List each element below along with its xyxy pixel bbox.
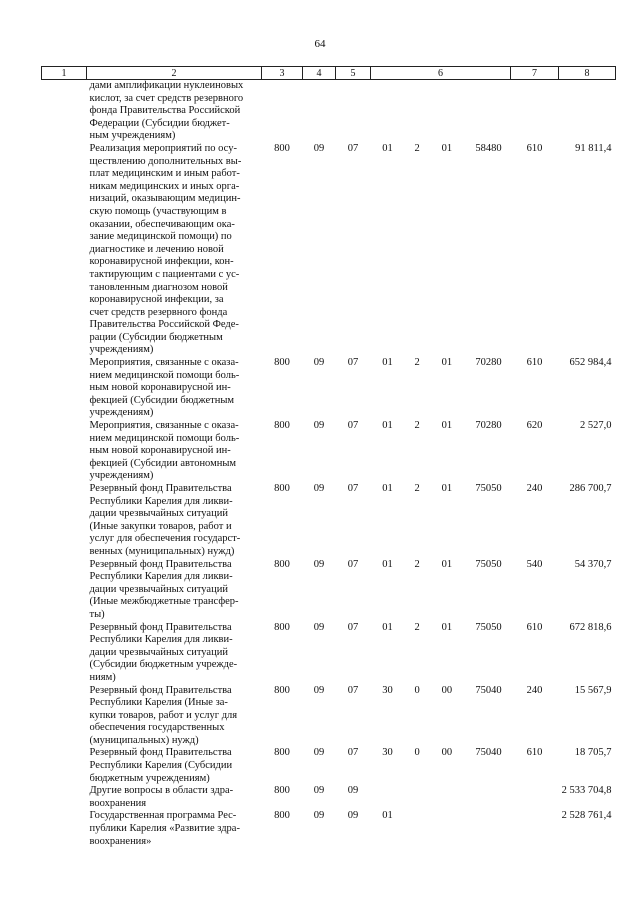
- item-name-cell: [87, 785, 262, 810]
- item-name-line: Реализация мероприятий по осу-: [89, 142, 237, 154]
- column-header: 4: [303, 67, 336, 80]
- target-article-cell: [371, 357, 511, 420]
- amount-cell: 652 984,4: [569, 357, 612, 369]
- subsection-code-cell: 09: [347, 785, 359, 797]
- target-article-part: 30: [382, 747, 393, 759]
- amount-cell: [559, 80, 616, 143]
- item-name-line: Правительства Российской Феде-: [89, 319, 239, 331]
- item-name-line: ным новой коронавирусной ин-: [89, 445, 231, 457]
- item-name-cell: [87, 622, 262, 685]
- amount-cell: 2 528 761,4: [561, 810, 612, 822]
- amount-cell: 672 818,6: [569, 621, 612, 633]
- budget-table: [41, 66, 616, 848]
- item-name-line: обеспечения государственных: [89, 722, 225, 734]
- target-article-part: [438, 810, 456, 823]
- ministry-code-cell: 800: [274, 483, 290, 494]
- target-article-part: 01: [382, 810, 393, 822]
- subsection-code-cell: [336, 80, 371, 143]
- item-name-line: низаций, оказывающим медицин-: [89, 193, 241, 205]
- target-article-part: 0: [414, 684, 420, 696]
- item-name-line: Резервный фонд Правительства: [89, 747, 232, 759]
- target-article-part: 2: [414, 621, 420, 633]
- target-article-cell: [371, 483, 511, 559]
- expense-type-cell: [511, 80, 559, 143]
- column-header: 1: [42, 67, 87, 80]
- item-name-line: купки товаров, работ и услуг для: [89, 709, 238, 721]
- target-article-part: 01: [441, 142, 453, 154]
- ministry-code-cell: 800: [274, 558, 290, 570]
- table-row: [42, 810, 616, 848]
- item-name-cell: [87, 810, 262, 848]
- section-code-cell: 09: [313, 357, 325, 369]
- item-name-line: воохранения»: [89, 835, 152, 847]
- item-name-line: Республики Карелия (Субсидии: [89, 760, 233, 772]
- item-name-line: Федерации (Субсидии бюджет-: [89, 117, 230, 129]
- table-row: [42, 80, 616, 143]
- table-row: [42, 685, 616, 748]
- amount-cell: 54 370,7: [574, 558, 612, 570]
- column-header: 3: [262, 67, 303, 80]
- subsection-code-cell: 07: [347, 142, 359, 154]
- item-name-line: публики Карелия «Развитие здра-: [89, 823, 240, 835]
- item-name-line: (муниципальных) нужд): [89, 734, 199, 746]
- row-number-cell: [42, 747, 87, 785]
- subsection-code-cell: 07: [347, 621, 359, 633]
- amount-cell: 2 533 704,8: [561, 785, 612, 797]
- ministry-code-cell: 800: [274, 420, 290, 432]
- item-name-line: дации чрезвычайных ситуаций: [89, 646, 228, 658]
- item-name-line: воохранения: [89, 797, 147, 809]
- item-name-line: коронавирусной инфекции, за: [89, 294, 224, 306]
- expense-type-cell: 240: [526, 684, 543, 696]
- item-name-line: кислот, за счет средств резервного: [89, 92, 244, 104]
- table-row: [42, 559, 616, 622]
- row-number-cell: [42, 357, 87, 420]
- section-code-cell: 09: [313, 420, 325, 432]
- target-article-part: 2: [414, 558, 420, 570]
- target-article-part: [471, 810, 505, 823]
- item-name-line: нием медицинской помощи боль-: [89, 432, 240, 444]
- target-article-part: 01: [382, 621, 393, 633]
- target-article-part: 00: [441, 747, 453, 759]
- item-name-line: оказании, обеспечивающим ока-: [89, 218, 235, 230]
- target-article-cell: [371, 420, 511, 483]
- item-name-line: дации чрезвычайных ситуаций: [89, 583, 228, 595]
- item-name-line: коронавирусной инфекции, кон-: [89, 256, 234, 268]
- row-number-cell: [42, 80, 87, 143]
- expense-type-cell: 240: [526, 483, 543, 494]
- table-row: [42, 143, 616, 357]
- item-name-line: диагностике и лечению новой: [89, 243, 224, 255]
- item-name-line: фекцией (Субсидии бюджетным: [89, 394, 235, 406]
- item-name-cell: [87, 483, 262, 559]
- ministry-code-cell: 800: [274, 142, 290, 154]
- target-article-cell: [371, 622, 511, 685]
- item-name-cell: [87, 80, 262, 143]
- item-name-line: счет средств резервного фонда: [89, 306, 228, 318]
- target-article-part: 01: [441, 357, 453, 369]
- row-number-cell: [42, 622, 87, 685]
- target-article-part: 01: [441, 558, 453, 570]
- target-article-part: 01: [382, 483, 393, 494]
- item-name-line: Резервный фонд Правительства: [89, 621, 232, 633]
- ministry-code-cell: [262, 80, 303, 143]
- row-number-cell: [42, 483, 87, 559]
- subsection-code-cell: 07: [347, 747, 359, 759]
- target-article-cell: [371, 80, 511, 143]
- item-name-line: ным учреждениям): [89, 130, 176, 142]
- item-name-cell: [87, 357, 262, 420]
- expense-type-cell: 610: [526, 747, 543, 759]
- amount-cell: 91 811,4: [575, 142, 612, 154]
- ministry-code-cell: 800: [274, 810, 290, 822]
- target-article-cell: [371, 785, 511, 810]
- section-code-cell: 09: [313, 684, 325, 696]
- target-article-part: 00: [441, 684, 453, 696]
- item-name-cell: [87, 559, 262, 622]
- target-article-part: 01: [441, 483, 453, 494]
- expense-type-cell: 610: [526, 142, 543, 154]
- item-name-line: ты): [89, 608, 105, 620]
- target-article-part: 01: [441, 621, 453, 633]
- target-article-part: 01: [382, 420, 393, 432]
- item-name-line: Республики Карелия для ликви-: [89, 495, 233, 507]
- item-name-line: скую помощь (участвующим в: [89, 205, 227, 217]
- item-name-cell: [87, 143, 262, 357]
- item-name-line: плат медицинским и иным работ-: [89, 168, 240, 180]
- item-name-line: Резервный фонд Правительства: [89, 483, 232, 494]
- item-name-line: ществлению дополнительных вы-: [89, 155, 242, 167]
- item-name-line: учреждениям): [89, 407, 154, 419]
- column-header: 2: [87, 67, 262, 80]
- ministry-code-cell: 800: [274, 357, 290, 369]
- item-name-line: (Иные межбюджетные трансфер-: [89, 596, 239, 608]
- row-number-cell: [42, 685, 87, 748]
- subsection-code-cell: 07: [347, 357, 359, 369]
- item-name-line: Резервный фонд Правительства: [89, 558, 232, 570]
- target-article-part: 2: [414, 142, 420, 154]
- column-header: 5: [336, 67, 371, 80]
- amount-cell: 2 527,0: [580, 420, 612, 432]
- item-name-line: Республики Карелия (Иные за-: [89, 697, 228, 709]
- row-number-cell: [42, 810, 87, 848]
- section-code-cell: 09: [313, 142, 325, 154]
- target-article-part: 58480: [475, 142, 502, 154]
- expense-type-cell: [511, 785, 559, 810]
- subsection-code-cell: 07: [347, 483, 359, 494]
- item-name-line: никам медицинских и иных орга-: [89, 180, 240, 192]
- target-article-part: 01: [441, 420, 453, 432]
- target-article-cell: [371, 559, 511, 622]
- item-name-line: Мероприятия, связанные с оказа-: [89, 420, 239, 432]
- target-article-part: 01: [382, 558, 393, 570]
- target-article-cell: [371, 685, 511, 748]
- section-code-cell: 09: [313, 810, 325, 822]
- table-row: [42, 747, 616, 785]
- row-number-cell: [42, 559, 87, 622]
- item-name-cell: [87, 685, 262, 748]
- target-article-part: [412, 810, 422, 823]
- item-name-line: Резервный фонд Правительства: [89, 684, 232, 696]
- page-number: 64: [314, 38, 326, 50]
- item-name-line: Республики Карелия для ликви-: [89, 571, 233, 583]
- column-header: 6: [371, 67, 511, 80]
- target-article-part: 01: [382, 142, 393, 154]
- item-name-line: дации чрезвычайных ситуаций: [89, 508, 228, 520]
- subsection-code-cell: 09: [347, 810, 359, 822]
- target-article-part: 70280: [475, 357, 502, 369]
- section-code-cell: 09: [313, 785, 325, 797]
- item-name-line: бюджетным учреждениям): [89, 772, 210, 784]
- item-name-line: тановленным диагнозом новой: [89, 281, 228, 293]
- target-article-cell: [371, 143, 511, 357]
- item-name-line: Республики Карелия для ликви-: [89, 634, 233, 646]
- target-article-part: 2: [414, 483, 420, 494]
- target-article-cell: [371, 747, 511, 785]
- table-row: [42, 357, 616, 420]
- target-article-part: 30: [382, 684, 393, 696]
- target-article-part: 75050: [475, 483, 502, 494]
- item-name-line: услуг для обеспечения государст-: [89, 533, 241, 545]
- subsection-code-cell: 07: [347, 420, 359, 432]
- row-number-cell: [42, 420, 87, 483]
- subsection-code-cell: 07: [347, 684, 359, 696]
- target-article-part: 70280: [475, 420, 502, 432]
- target-article-part: 75050: [475, 558, 502, 570]
- table-row: [42, 420, 616, 483]
- item-name-line: фонда Правительства Российской: [89, 105, 241, 117]
- section-code-cell: 09: [313, 747, 325, 759]
- section-code-cell: 09: [313, 621, 325, 633]
- ministry-code-cell: 800: [274, 785, 290, 797]
- item-name-line: ным новой коронавирусной ин-: [89, 382, 231, 394]
- item-name-line: дами амплификации нуклеиновых: [89, 80, 244, 91]
- item-name-line: учреждениям): [89, 344, 154, 356]
- column-header-row: [42, 67, 616, 80]
- item-name-line: (Субсидии бюджетным учрежде-: [89, 659, 238, 671]
- column-header: 8: [559, 67, 616, 80]
- amount-cell: 286 700,7: [569, 483, 612, 494]
- ministry-code-cell: 800: [274, 747, 290, 759]
- item-name-cell: [87, 747, 262, 785]
- row-number-cell: [42, 143, 87, 357]
- section-code-cell: [303, 80, 336, 143]
- subsection-code-cell: 07: [347, 558, 359, 570]
- item-name-line: учреждениям): [89, 470, 154, 482]
- item-name-line: венных (муниципальных) нужд): [89, 545, 235, 557]
- item-name-line: Другие вопросы в области здра-: [89, 785, 234, 797]
- amount-cell: 15 567,9: [574, 684, 612, 696]
- column-header: 7: [511, 67, 559, 80]
- section-code-cell: 09: [313, 483, 325, 494]
- target-article-part: 01: [382, 357, 393, 369]
- expense-type-cell: 610: [526, 621, 543, 633]
- ministry-code-cell: 800: [274, 621, 290, 633]
- row-number-cell: [42, 785, 87, 810]
- table-row: [42, 622, 616, 685]
- expense-type-cell: 540: [526, 558, 543, 570]
- item-name-line: ниям): [89, 671, 116, 683]
- target-article-cell: [371, 810, 511, 848]
- item-name-line: зание медицинской помощи) по: [89, 231, 232, 243]
- ministry-code-cell: 800: [274, 684, 290, 696]
- table-row: [42, 483, 616, 559]
- item-name-line: рации (Субсидии бюджетным: [89, 331, 223, 343]
- item-name-line: фекцией (Субсидии автономным: [89, 457, 237, 469]
- target-article-part: 2: [414, 357, 420, 369]
- expense-type-cell: 620: [526, 420, 543, 432]
- expense-type-cell: [511, 810, 559, 848]
- item-name-line: (Иные закупки товаров, работ и: [89, 520, 232, 532]
- item-name-line: Мероприятия, связанные с оказа-: [89, 357, 239, 369]
- amount-cell: 18 705,7: [574, 747, 612, 759]
- item-name-cell: [87, 420, 262, 483]
- table-row: [42, 785, 616, 810]
- item-name-line: нием медицинской помощи боль-: [89, 369, 240, 381]
- target-article-part: 0: [414, 747, 420, 759]
- section-code-cell: 09: [313, 558, 325, 570]
- expense-type-cell: 610: [526, 357, 543, 369]
- target-article-part: 75040: [475, 747, 502, 759]
- target-article-part: 75050: [475, 621, 502, 633]
- item-name-line: Государственная программа Рес-: [89, 810, 237, 822]
- item-name-line: тактирующим с пациентами с ус-: [89, 268, 240, 280]
- target-article-part: 75040: [475, 684, 502, 696]
- target-article-part: 2: [414, 420, 420, 432]
